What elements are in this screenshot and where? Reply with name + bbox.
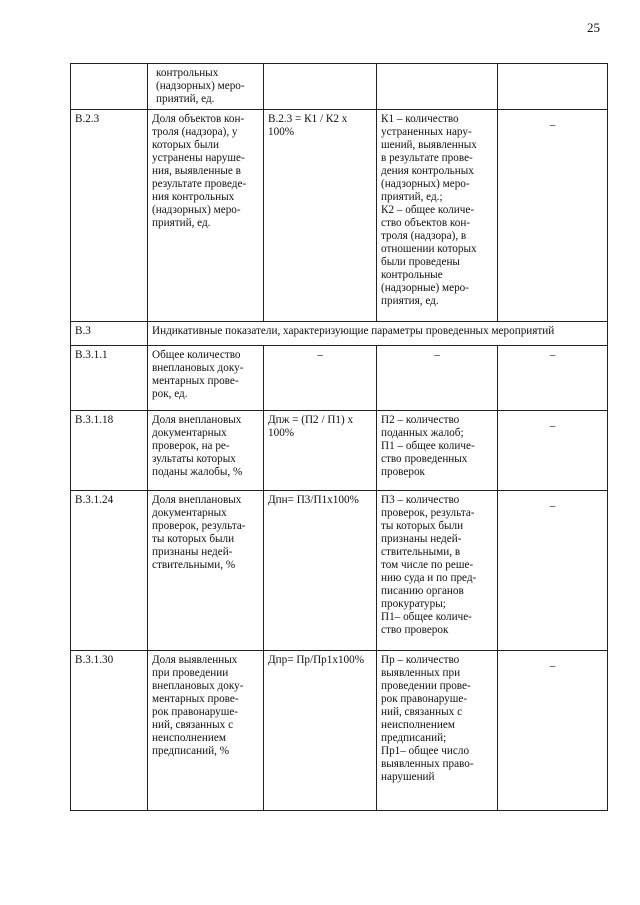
indicator-comment: П2 – количество поданных жалоб; П1 – общее количе- ство проведенных проверок (377, 411, 498, 491)
indicator-value: – (498, 110, 608, 322)
indicator-comment: К1 – количество устраненных нару- шений, выявленных в результате прове- дения контрольных (надзорных) меро- приятий, ед.; К2 – общее количе- ство объектов кон- троля (надзора), в отношении которых были проведены контрольные (надзорные) меро- приятия, ед. (377, 110, 498, 322)
indicator-name: Доля внеплановых документарных проверок, результа- ты которых были признаны недей- ствительными, % (148, 491, 264, 651)
indicator-name: Доля выявленных при проведении внеплановых доку- ментарных прове- рок правонаруше- ний, связанных с неисполнением предписаний, % (148, 651, 264, 811)
indicator-name: контрольных (надзорных) меро- приятий, ед. (148, 64, 264, 110)
indicator-value: – (498, 651, 608, 811)
indicator-code: В.3.1.30 (71, 651, 148, 811)
indicator-formula: Дпр= Пр/Пр1х100% (264, 651, 377, 811)
indicator-value (498, 64, 608, 110)
page-number: 25 (587, 20, 600, 35)
indicator-formula (264, 64, 377, 110)
indicator-comment: Пр – количество выявленных при проведении прове- рок правонаруше- ний, связанных с неисполнением предписаний; Пр1– общее число выявленных право- нарушений (377, 651, 498, 811)
section-title: Индикативные показатели, характеризующие параметры проведенных мероприятий (148, 322, 608, 346)
indicator-code (71, 64, 148, 110)
table-row (71, 651, 608, 811)
indicators-table (70, 63, 608, 811)
indicator-name: Доля объектов кон- троля (надзора), у которых были устранены наруше- ния, выявленные в результате проведе- ния контрольных (надзорных) меро- приятий, ед. (148, 110, 264, 322)
indicator-name: Доля внеплановых документарных проверок, на ре- зультаты которых поданы жалобы, % (148, 411, 264, 491)
indicator-code: В.3.1.1 (71, 346, 148, 411)
table-row (71, 64, 608, 110)
indicator-formula: Дпж = (П2 / П1) х 100% (264, 411, 377, 491)
indicator-code: В.2.3 (71, 110, 148, 322)
table-row (71, 491, 608, 651)
indicator-formula: Дпн= П3/П1х100% (264, 491, 377, 651)
table-row (71, 110, 608, 322)
indicator-formula: В.2.3 = К1 / К2 х 100% (264, 110, 377, 322)
indicator-name: Общее количество внеплановых доку- ментарных прове- рок, ед. (148, 346, 264, 411)
indicator-comment (377, 64, 498, 110)
indicator-code: В.3.1.24 (71, 491, 148, 651)
indicator-comment: П3 – количество проверок, результа- ты которых были признаны недей- ствительными, в том числе по реше- нию суда и по пред- писанию органов прокуратуры; П1– общее количе- ство проверок (377, 491, 498, 651)
section-row (71, 322, 608, 346)
indicator-formula: – (264, 346, 377, 411)
table-row (71, 346, 608, 411)
table-row (71, 411, 608, 491)
indicator-comment: – (377, 346, 498, 411)
section-code: В.3 (71, 322, 148, 346)
indicator-value: – (498, 491, 608, 651)
indicator-value: – (498, 346, 608, 411)
indicator-value: – (498, 411, 608, 491)
indicator-code: В.3.1.18 (71, 411, 148, 491)
